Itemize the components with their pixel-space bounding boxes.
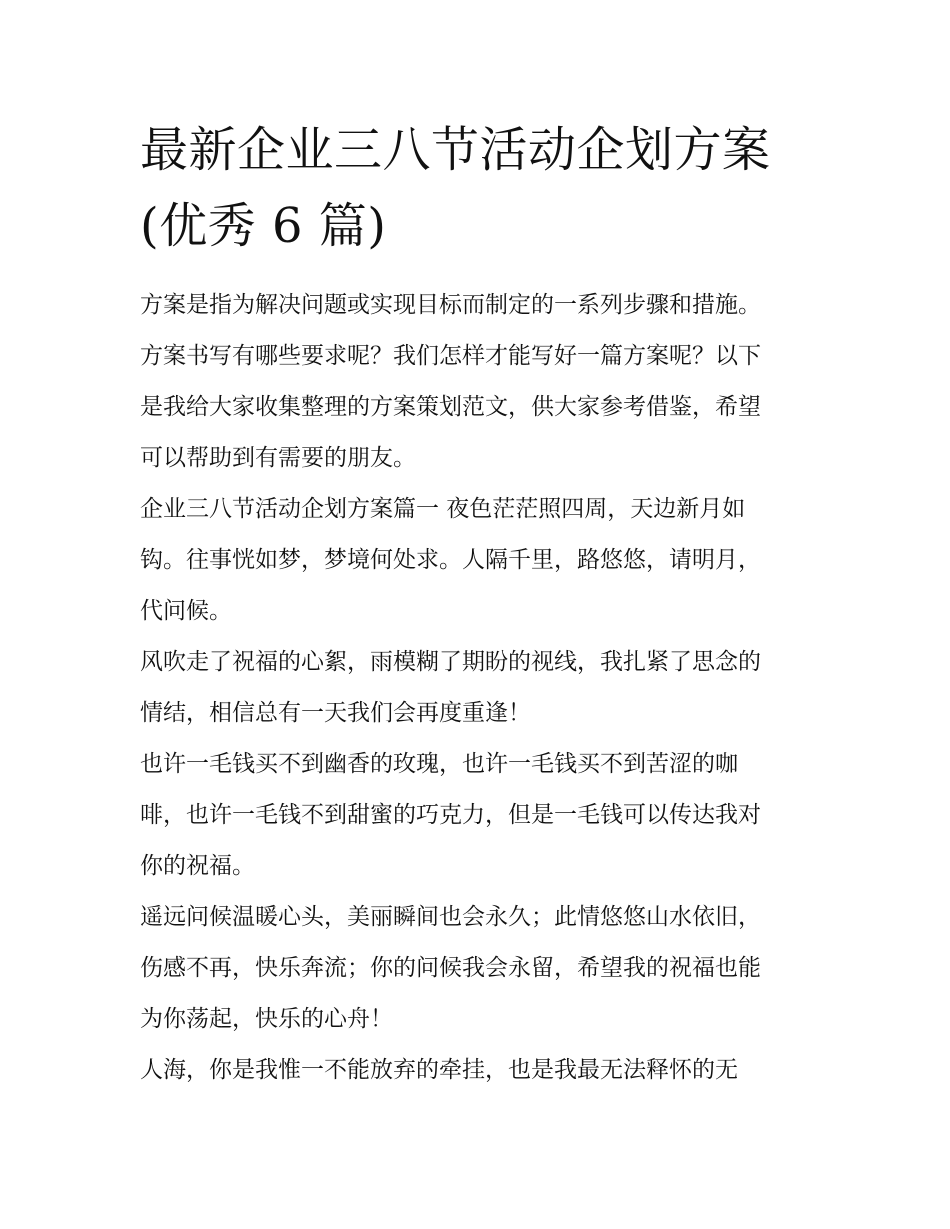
text-line: 可以帮助到有需要的朋友。	[140, 445, 416, 471]
text-line: 也许一毛钱买不到幽香的玫瑰，也许一毛钱买不到苦涩的咖	[140, 751, 738, 777]
text-line: 为你荡起，快乐的心舟！	[140, 1006, 393, 1032]
paragraph	[140, 280, 820, 484]
text-line: 你的祝福。	[140, 853, 255, 879]
text-line: 钩。往事恍如梦，梦境何处求。人隔千里，路悠悠，请明月，	[140, 547, 761, 573]
text-line: 方案是指为解决问题或实现目标而制定的一系列步骤和措施。	[140, 292, 761, 318]
paragraph	[140, 484, 820, 637]
paragraph	[140, 739, 820, 892]
text-line: 情结，相信总有一天我们会再度重逢！	[140, 700, 531, 726]
text-line: 遥远问候温暖心头，美丽瞬间也会永久；此情悠悠山水依旧，	[140, 904, 761, 930]
paragraph	[140, 1045, 820, 1096]
paragraph	[140, 892, 820, 1045]
text-line: 啡，也许一毛钱不到甜蜜的巧克力，但是一毛钱可以传达我对	[140, 802, 761, 828]
text-line: 伤感不再，快乐奔流；你的问候我会永留，希望我的祝福也能	[140, 955, 761, 981]
text-line: 企业三八节活动企划方案篇一 夜色茫茫照四周，天边新月如	[140, 496, 746, 522]
text-line: 代问候。	[140, 598, 232, 624]
title-line: (优秀 6 篇)	[140, 198, 387, 254]
paragraph	[140, 637, 820, 739]
text-line: 风吹走了祝福的心絮，雨模糊了期盼的视线，我扎紧了思念的	[140, 649, 761, 675]
text-line: 是我给大家收集整理的方案策划范文，供大家参考借鉴，希望	[140, 394, 761, 420]
text-line: 方案书写有哪些要求呢？我们怎样才能写好一篇方案呢？以下	[140, 343, 761, 369]
title-line: 最新企业三八节活动企划方案	[140, 122, 771, 178]
text-line: 人海，你是我惟一不能放弃的牵挂，也是我最无法释怀的无	[140, 1057, 738, 1083]
document-title	[140, 112, 820, 264]
document-body	[140, 280, 820, 1096]
